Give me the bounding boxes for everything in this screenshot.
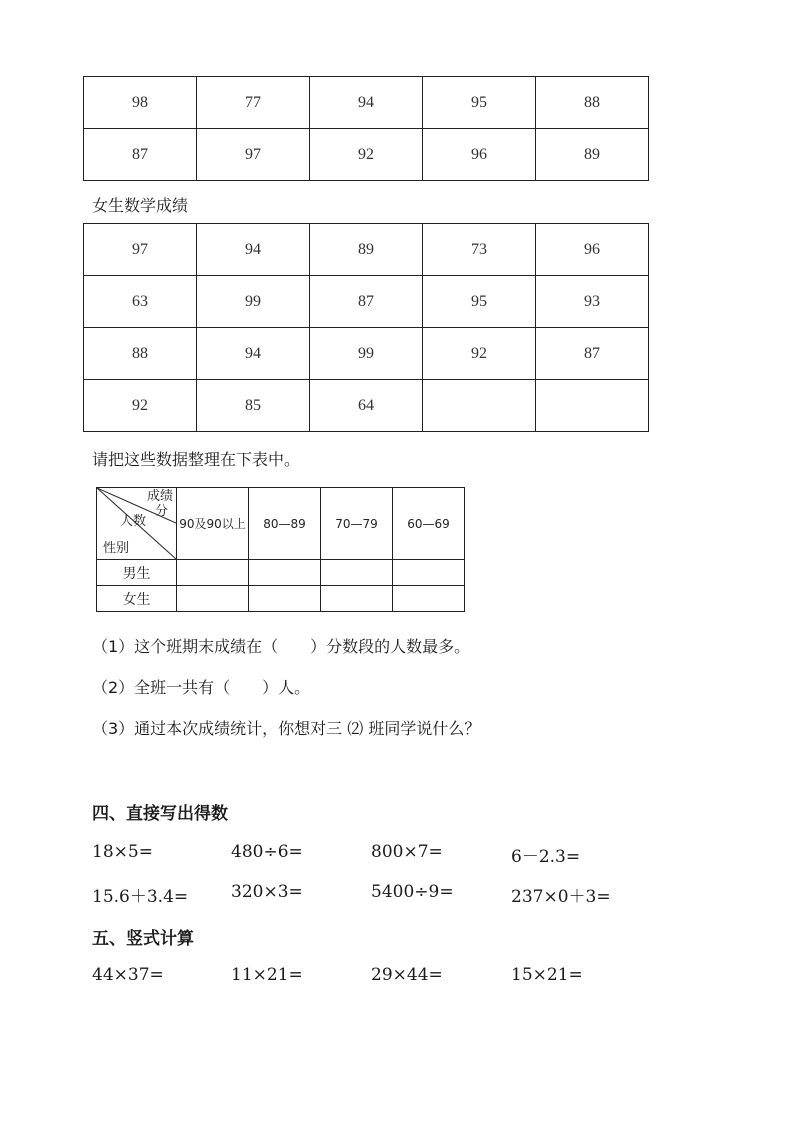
math-item: 15.6＋3.4= (92, 887, 189, 907)
girls-scores-table (83, 223, 649, 432)
table-cell: 94 (197, 328, 310, 380)
math-item: 480÷6= (231, 842, 303, 862)
table-cell: 77 (197, 77, 310, 129)
table-cell: 94 (197, 224, 310, 276)
math-item: 11×21= (231, 965, 303, 985)
table-cell: 96 (423, 129, 536, 181)
boys-scores-table (83, 76, 649, 181)
section-5-title: 五、竖式计算 (92, 929, 194, 949)
table-row (84, 129, 649, 181)
math-item: 5400÷9= (371, 882, 454, 902)
question-3: （3）通过本次成绩统计，你想对三 ⑵ 班同学说什么？ (92, 719, 481, 738)
math-item: 18×5= (92, 842, 153, 862)
column-header: 80—89 (249, 488, 321, 560)
answer-cell[interactable] (393, 586, 465, 612)
table-cell: 87 (310, 276, 423, 328)
table-cell: 92 (84, 380, 197, 432)
table-cell: 89 (310, 224, 423, 276)
instruction-text: 请把这些数据整理在下表中。 (92, 450, 301, 469)
table-cell (536, 380, 649, 432)
table-cell: 73 (423, 224, 536, 276)
table-cell: 94 (310, 77, 423, 129)
table-row (84, 380, 649, 432)
math-item: 320×3= (231, 882, 303, 902)
table-cell: 92 (423, 328, 536, 380)
table-cell: 88 (84, 328, 197, 380)
question-1: （1）这个班期末成绩在（ ）分数段的人数最多。 (92, 637, 471, 656)
corner-label-unit: 分 (155, 504, 169, 519)
math-item: 800×7= (371, 842, 443, 862)
table-row (84, 224, 649, 276)
math-item: 44×37= (92, 965, 164, 985)
answer-cell[interactable] (249, 560, 321, 586)
table-row (84, 328, 649, 380)
table-cell: 85 (197, 380, 310, 432)
table-cell: 63 (84, 276, 197, 328)
answer-cell[interactable] (321, 560, 393, 586)
table-cell: 88 (536, 77, 649, 129)
table-row (97, 586, 465, 612)
corner-label-score: 成绩 (147, 489, 174, 504)
answer-cell[interactable] (393, 560, 465, 586)
table-cell (423, 380, 536, 432)
table-row (97, 488, 465, 560)
table-cell: 93 (536, 276, 649, 328)
math-item: 15×21= (511, 965, 583, 985)
math-item: 6－2.3= (511, 847, 581, 867)
table-cell: 97 (197, 129, 310, 181)
column-header: 60—69 (393, 488, 465, 560)
corner-label-gender: 性别 (103, 541, 130, 556)
column-header: 90及90以上 (177, 488, 249, 560)
answer-cell[interactable] (177, 586, 249, 612)
answer-cell[interactable] (177, 560, 249, 586)
table-cell: 87 (84, 129, 197, 181)
diagonal-header-cell (97, 488, 177, 560)
table-row (84, 77, 649, 129)
table-cell: 92 (310, 129, 423, 181)
answer-cell[interactable] (249, 586, 321, 612)
math-item: 237×0＋3= (511, 887, 611, 907)
table-cell: 99 (197, 276, 310, 328)
table-cell: 64 (310, 380, 423, 432)
table-cell: 95 (423, 276, 536, 328)
table-cell: 97 (84, 224, 197, 276)
girls-scores-label: 女生数学成绩 (92, 196, 189, 215)
table-row (84, 276, 649, 328)
table-cell: 96 (536, 224, 649, 276)
table-row (97, 560, 465, 586)
row-label-girls: 女生 (97, 586, 177, 612)
column-header: 70—79 (321, 488, 393, 560)
table-cell: 99 (310, 328, 423, 380)
row-label-boys: 男生 (97, 560, 177, 586)
summary-table (96, 487, 465, 612)
table-cell: 98 (84, 77, 197, 129)
corner-label-count: 人数 (120, 514, 147, 529)
answer-cell[interactable] (321, 586, 393, 612)
table-cell: 87 (536, 328, 649, 380)
table-cell: 89 (536, 129, 649, 181)
section-4-title: 四、直接写出得数 (92, 804, 228, 824)
table-cell: 95 (423, 77, 536, 129)
question-2: （2）全班一共有（ ）人。 (92, 678, 311, 697)
math-item: 29×44= (371, 965, 443, 985)
